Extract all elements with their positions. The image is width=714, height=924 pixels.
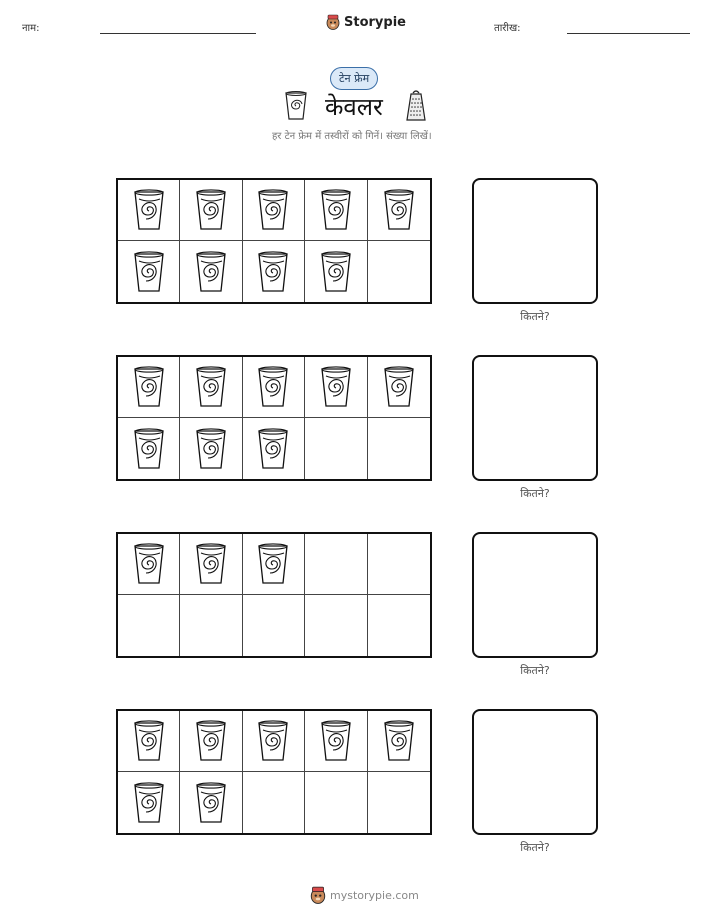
ten-frame-cell-filled <box>118 772 180 833</box>
swirl-glass-icon <box>256 541 290 587</box>
swirl-glass-icon <box>382 187 416 233</box>
ten-frame-cell-empty <box>305 418 367 479</box>
swirl-glass-icon <box>256 187 290 233</box>
swirl-glass-icon <box>256 426 290 472</box>
ten-frame-cell-filled <box>118 534 180 595</box>
swirl-glass-icon <box>319 249 353 295</box>
ten-frame-cell-filled <box>118 711 180 772</box>
ten-frame-cell-empty <box>368 241 430 302</box>
swirl-glass-icon <box>319 718 353 764</box>
ten-frame-cell-filled <box>243 180 305 241</box>
date-line[interactable] <box>567 33 690 34</box>
swirl-glass-icon <box>382 364 416 410</box>
storypie-mascot-icon <box>326 14 340 30</box>
glass-icon <box>284 90 308 122</box>
ten-frame-cell-filled <box>180 772 242 833</box>
date-label: तारीख: <box>494 23 521 34</box>
storypie-mascot-icon <box>310 886 326 904</box>
answer-box[interactable] <box>472 532 598 658</box>
worksheet-instructions: हर टेन फ्रेम में तस्वीरों को गिनें। संख्या लिखें। <box>272 131 432 142</box>
ten-frame-cell-filled <box>368 180 430 241</box>
ten-frame-cell-empty <box>368 772 430 833</box>
swirl-glass-icon <box>132 249 166 295</box>
ten-frame-cell-filled <box>305 241 367 302</box>
how-many-label: कितने? <box>520 487 550 500</box>
brand-logo <box>326 14 406 30</box>
swirl-glass-icon <box>256 718 290 764</box>
swirl-glass-icon <box>319 364 353 410</box>
swirl-glass-icon <box>382 718 416 764</box>
ten-frame-cell-filled <box>305 357 367 418</box>
ten-frame-cell-filled <box>305 180 367 241</box>
swirl-glass-icon <box>132 364 166 410</box>
ten-frame-cell-filled <box>118 357 180 418</box>
how-many-label: कितने? <box>520 841 550 854</box>
swirl-glass-icon <box>194 426 228 472</box>
ten-frame <box>116 532 432 658</box>
swirl-glass-icon <box>194 780 228 826</box>
answer-box[interactable] <box>472 355 598 481</box>
footer <box>310 886 419 904</box>
swirl-glass-icon <box>256 364 290 410</box>
swirl-glass-icon <box>132 187 166 233</box>
ten-frame-cell-filled <box>368 711 430 772</box>
ten-frame-cell-filled <box>180 418 242 479</box>
ten-frame <box>116 355 432 481</box>
swirl-glass-icon <box>194 249 228 295</box>
ten-frame <box>116 178 432 304</box>
name-line[interactable] <box>100 33 256 34</box>
answer-box[interactable] <box>472 709 598 835</box>
swirl-glass-icon <box>132 780 166 826</box>
ten-frame-cell-filled <box>243 357 305 418</box>
grater-icon <box>404 89 428 123</box>
swirl-glass-icon <box>132 718 166 764</box>
ten-frame-cell-empty <box>368 418 430 479</box>
swirl-glass-icon <box>194 187 228 233</box>
ten-frame-cell-filled <box>180 241 242 302</box>
swirl-glass-icon <box>256 249 290 295</box>
swirl-glass-icon <box>132 426 166 472</box>
swirl-glass-icon <box>132 541 166 587</box>
answer-box[interactable] <box>472 178 598 304</box>
ten-frame-cell-empty <box>180 595 242 656</box>
ten-frame-cell-empty <box>118 595 180 656</box>
ten-frame-cell-empty <box>305 772 367 833</box>
ten-frame-cell-empty <box>305 534 367 595</box>
ten-frame-cell-filled <box>180 357 242 418</box>
ten-frame-cell-filled <box>180 534 242 595</box>
ten-frame-cell-filled <box>243 711 305 772</box>
ten-frame-cell-empty <box>368 534 430 595</box>
ten-frame-cell-empty <box>243 595 305 656</box>
swirl-glass-icon <box>194 718 228 764</box>
ten-frame-cell-empty <box>305 595 367 656</box>
how-many-label: कितने? <box>520 310 550 323</box>
ten-frame-cell-filled <box>243 241 305 302</box>
swirl-glass-icon <box>194 364 228 410</box>
swirl-glass-icon <box>319 187 353 233</box>
worksheet-type-pill: टेन फ्रेम <box>330 67 378 90</box>
ten-frame-cell-filled <box>243 418 305 479</box>
ten-frame-cell-filled <box>180 180 242 241</box>
name-label: नाम: <box>22 23 40 34</box>
ten-frame-cell-filled <box>118 241 180 302</box>
worksheet-title: केवलर <box>325 93 383 121</box>
ten-frame-cell-filled <box>118 180 180 241</box>
brand-name: Storypie <box>344 14 406 30</box>
ten-frame-cell-filled <box>305 711 367 772</box>
ten-frame-cell-filled <box>243 534 305 595</box>
how-many-label: कितने? <box>520 664 550 677</box>
ten-frame-cell-empty <box>368 595 430 656</box>
swirl-glass-icon <box>194 541 228 587</box>
ten-frame-cell-filled <box>180 711 242 772</box>
ten-frame-cell-filled <box>368 357 430 418</box>
ten-frame <box>116 709 432 835</box>
ten-frame-cell-empty <box>243 772 305 833</box>
ten-frame-cell-filled <box>118 418 180 479</box>
footer-url[interactable]: mystorypie.com <box>330 888 419 902</box>
